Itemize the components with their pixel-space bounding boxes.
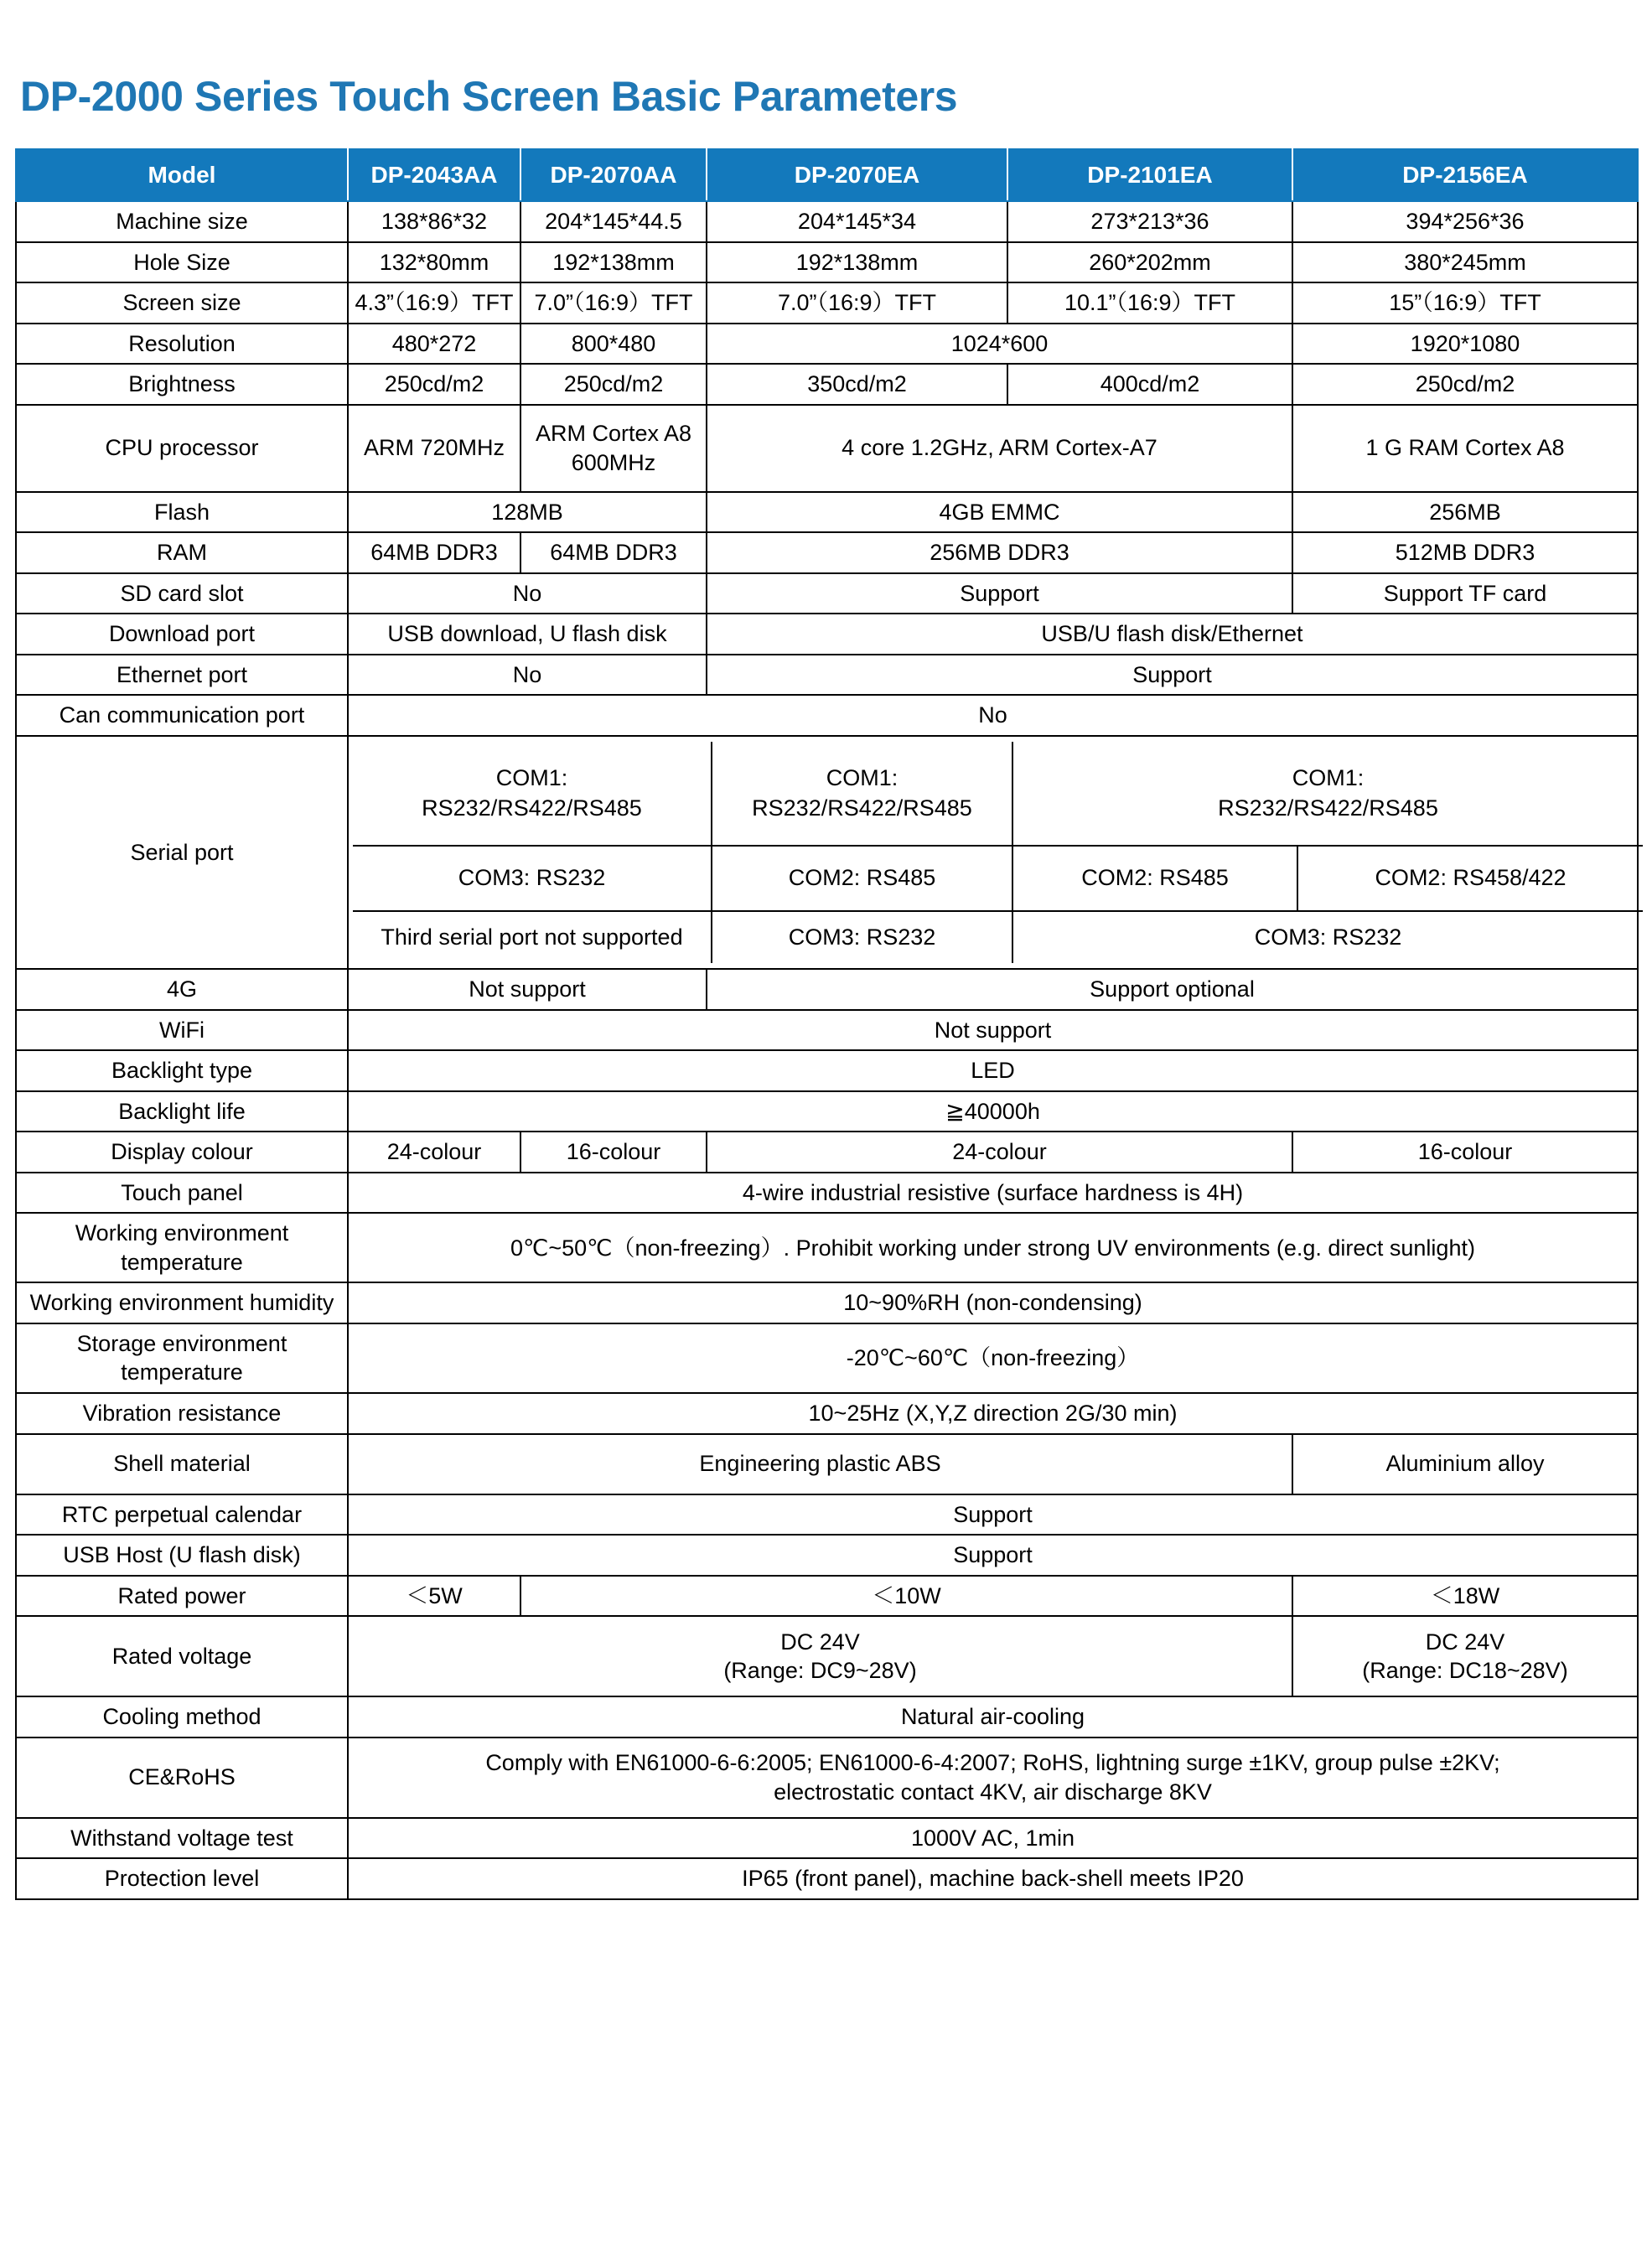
cell-rated-power-c5: ＜18W [1292, 1576, 1638, 1617]
cell-machine-size-c2: 204*145*44.5 [520, 201, 707, 242]
cell-resolution-c1: 480*272 [348, 324, 520, 365]
cell-rated-voltage-c1234 [348, 1616, 1292, 1696]
cell-cpu-processor-c5: 1 G RAM Cortex A8 [1292, 405, 1638, 492]
serial-com1-c12-line2: RS232/RS422/RS485 [422, 795, 642, 821]
serial-com1-c3-line2: RS232/RS422/RS485 [752, 795, 972, 821]
cell-flash-c5: 256MB [1292, 492, 1638, 533]
row-label-serial-port: Serial port [16, 736, 348, 969]
cell-4g-c12: Not support [348, 969, 707, 1010]
cell-ram-c1: 64MB DDR3 [348, 532, 520, 573]
cell-brightness-c2: 250cd/m2 [520, 364, 707, 405]
row-label-backlight-type: Backlight type [16, 1050, 348, 1091]
cell-shell-material-c1234: Engineering plastic ABS [348, 1434, 1292, 1494]
cell-cpu-processor-c2: ARM Cortex A8 600MHz [520, 405, 707, 492]
cell-storage-environment-temperature-all: -20℃~60℃（non-freezing） [348, 1323, 1638, 1393]
row-label-working-environment-humidity: Working environment humidity [16, 1282, 348, 1323]
cell-rated-voltage-c5 [1292, 1616, 1638, 1696]
cell-vibration-resistance-all: 10~25Hz (X,Y,Z direction 2G/30 min) [348, 1393, 1638, 1434]
cell-download-port-c345: USB/U flash disk/Ethernet [707, 614, 1638, 655]
rated-voltage-c5-line1: DC 24V [1425, 1629, 1505, 1655]
cell-resolution-c2: 800*480 [520, 324, 707, 365]
cell-sd-card-slot-c12: No [348, 573, 707, 614]
cell-resolution-c34: 1024*600 [707, 324, 1292, 365]
table-row-working-environment-humidity [16, 1282, 1638, 1323]
serial-com1-c45-line1: COM1: [1292, 764, 1365, 790]
cell-display-colour-c2: 16-colour [520, 1132, 707, 1173]
row-label-screen-size: Screen size [16, 282, 348, 324]
cell-ram-c34: 256MB DDR3 [707, 532, 1292, 573]
cell-protection-level-all: IP65 (front panel), machine back-shell meets IP20 [348, 1858, 1638, 1899]
cell-shell-material-c5: Aluminium alloy [1292, 1434, 1638, 1494]
row-label-hole-size: Hole Size [16, 242, 348, 283]
serial-port-subtable [353, 742, 1643, 963]
row-label-shell-material: Shell material [16, 1434, 348, 1494]
cell-ethernet-port-c345: Support [707, 655, 1638, 696]
table-row-can-communication-port [16, 695, 1638, 736]
row-label-brightness: Brightness [16, 364, 348, 405]
cell-brightness-c4: 400cd/m2 [1007, 364, 1292, 405]
row-label-backlight-life: Backlight life [16, 1091, 348, 1132]
cell-serial-com2-c3: COM2: RS485 [712, 846, 1012, 911]
cell-screen-size-c3: 7.0”（16:9）TFT [707, 282, 1007, 324]
cell-can-communication-port-all: No [348, 695, 1638, 736]
row-label-working-environment-temperature: Working environment temperature [16, 1213, 348, 1282]
column-header-dp-2156ea: DP-2156EA [1292, 149, 1638, 201]
table-row-touch-panel [16, 1173, 1638, 1214]
column-header-dp-2070aa: DP-2070AA [520, 149, 707, 201]
cell-serial-com3-c12: Third serial port not supported [353, 911, 712, 963]
row-label-cpu-processor: CPU processor [16, 405, 348, 492]
page-title: DP-2000 Series Touch Screen Basic Parameters [20, 73, 958, 120]
cell-display-colour-c1: 24-colour [348, 1132, 520, 1173]
ce-rohs-line1: Comply with EN61000-6-6:2005; EN61000-6-4:2007; RoHS, lightning surge ±1KV, group pulse ±2KV; [485, 1750, 1500, 1776]
cell-serial-com3-c45: COM3: RS232 [1012, 911, 1643, 963]
cell-backlight-type-all: LED [348, 1050, 1638, 1091]
table-row-brightness [16, 364, 1638, 405]
row-label-touch-panel: Touch panel [16, 1173, 348, 1214]
table-row-cpu-processor [16, 405, 1638, 492]
cell-cpu-processor-c1: ARM 720MHz [348, 405, 520, 492]
table-row-ethernet-port [16, 655, 1638, 696]
row-label-can-communication-port: Can communication port [16, 695, 348, 736]
cell-serial-com1-c45 [1012, 742, 1643, 846]
table-row-protection-level [16, 1858, 1638, 1899]
cell-usb-host-all: Support [348, 1535, 1638, 1576]
cell-hole-size-c5: 380*245mm [1292, 242, 1638, 283]
rated-voltage-c1234-line2: (Range: DC9~28V) [723, 1658, 917, 1684]
row-label-rated-voltage: Rated voltage [16, 1616, 348, 1696]
cell-serial-com1-c3 [712, 742, 1012, 846]
cell-screen-size-c1: 4.3”（16:9）TFT [348, 282, 520, 324]
cell-screen-size-c4: 10.1”（16:9）TFT [1007, 282, 1292, 324]
table-row-wifi [16, 1010, 1638, 1051]
row-label-usb-host: USB Host (U flash disk) [16, 1535, 348, 1576]
ce-rohs-line2: electrostatic contact 4KV, air discharge 8KV [774, 1779, 1212, 1805]
serial-port-subrow-com1 [353, 742, 1643, 846]
table-row-machine-size [16, 201, 1638, 242]
column-header-model: Model [16, 149, 348, 201]
table-row-4g [16, 969, 1638, 1010]
table-row-backlight-type [16, 1050, 1638, 1091]
table-row-withstand-voltage-test [16, 1818, 1638, 1859]
table-row-flash [16, 492, 1638, 533]
table-row-ce-rohs [16, 1738, 1638, 1818]
row-label-ethernet-port: Ethernet port [16, 655, 348, 696]
serial-com1-c45-line2: RS232/RS422/RS485 [1218, 795, 1438, 821]
table-row-sd-card-slot [16, 573, 1638, 614]
table-row-vibration-resistance [16, 1393, 1638, 1434]
cell-withstand-voltage-test-all: 1000V AC, 1min [348, 1818, 1638, 1859]
cell-download-port-c12: USB download, U flash disk [348, 614, 707, 655]
cell-working-environment-humidity-all: 10~90%RH (non-condensing) [348, 1282, 1638, 1323]
rated-voltage-c5-line2: (Range: DC18~28V) [1362, 1658, 1568, 1684]
row-label-storage-environment-temperature: Storage environment temperature [16, 1323, 348, 1393]
cell-machine-size-c4: 273*213*36 [1007, 201, 1292, 242]
row-label-flash: Flash [16, 492, 348, 533]
table-row-resolution [16, 324, 1638, 365]
row-label-rated-power: Rated power [16, 1576, 348, 1617]
table-row-usb-host [16, 1535, 1638, 1576]
cell-display-colour-c34: 24-colour [707, 1132, 1292, 1173]
table-row-download-port [16, 614, 1638, 655]
table-row-cooling-method [16, 1696, 1638, 1738]
table-row-shell-material [16, 1434, 1638, 1494]
table-row-rtc-perpetual-calendar [16, 1494, 1638, 1536]
cell-machine-size-c5: 394*256*36 [1292, 201, 1638, 242]
cell-brightness-c3: 350cd/m2 [707, 364, 1007, 405]
table-row-serial-port [16, 736, 1638, 969]
table-row-display-colour [16, 1132, 1638, 1173]
table-row-storage-environment-temperature [16, 1323, 1638, 1393]
row-label-display-colour: Display colour [16, 1132, 348, 1173]
cell-ce-rohs-all [348, 1738, 1638, 1818]
serial-port-subrow-com3 [353, 911, 1643, 963]
serial-com1-c3-line1: COM1: [826, 764, 899, 790]
table-row-rated-voltage [16, 1616, 1638, 1696]
cell-serial-com1-c12 [353, 742, 712, 846]
cell-sd-card-slot-c34: Support [707, 573, 1292, 614]
table-row-backlight-life [16, 1091, 1638, 1132]
cell-flash-c34: 4GB EMMC [707, 492, 1292, 533]
cell-ethernet-port-c12: No [348, 655, 707, 696]
cell-sd-card-slot-c5: Support TF card [1292, 573, 1638, 614]
cell-cooling-method-all: Natural air-cooling [348, 1696, 1638, 1738]
cell-hole-size-c2: 192*138mm [520, 242, 707, 283]
row-label-wifi: WiFi [16, 1010, 348, 1051]
cell-4g-c345: Support optional [707, 969, 1638, 1010]
cell-brightness-c1: 250cd/m2 [348, 364, 520, 405]
cell-brightness-c5: 250cd/m2 [1292, 364, 1638, 405]
cell-hole-size-c1: 132*80mm [348, 242, 520, 283]
row-label-4g: 4G [16, 969, 348, 1010]
table-row-working-environment-temperature [16, 1213, 1638, 1282]
row-label-resolution: Resolution [16, 324, 348, 365]
cell-touch-panel-all: 4-wire industrial resistive (surface hardness is 4H) [348, 1173, 1638, 1214]
cell-working-environment-temperature-all: 0℃~50℃（non-freezing）. Prohibit working under strong UV environments (e.g. direct sunlight) [348, 1213, 1638, 1282]
cell-rated-power-c234: ＜10W [520, 1576, 1292, 1617]
column-header-dp-2070ea: DP-2070EA [707, 149, 1007, 201]
serial-port-subrow-com2 [353, 846, 1643, 911]
cell-hole-size-c3: 192*138mm [707, 242, 1007, 283]
row-label-rtc-perpetual-calendar: RTC perpetual calendar [16, 1494, 348, 1536]
cell-backlight-life-all: ≧40000h [348, 1091, 1638, 1132]
column-header-dp-2043aa: DP-2043AA [348, 149, 520, 201]
cell-display-colour-c5: 16-colour [1292, 1132, 1638, 1173]
table-row-ram [16, 532, 1638, 573]
cell-resolution-c5: 1920*1080 [1292, 324, 1638, 365]
cell-hole-size-c4: 260*202mm [1007, 242, 1292, 283]
cell-ram-c5: 512MB DDR3 [1292, 532, 1638, 573]
table-header-row [16, 149, 1638, 201]
cell-rated-power-c1: ＜5W [348, 1576, 520, 1617]
specifications-table [15, 148, 1639, 1900]
rated-voltage-c1234-line1: DC 24V [780, 1629, 860, 1655]
column-header-dp-2101ea: DP-2101EA [1007, 149, 1292, 201]
cell-rtc-perpetual-calendar-all: Support [348, 1494, 1638, 1536]
cell-serial-com2-c4: COM2: RS485 [1012, 846, 1297, 911]
table-row-rated-power [16, 1576, 1638, 1617]
cell-wifi-all: Not support [348, 1010, 1638, 1051]
cell-machine-size-c3: 204*145*34 [707, 201, 1007, 242]
cell-serial-com2-c12: COM3: RS232 [353, 846, 712, 911]
row-label-sd-card-slot: SD card slot [16, 573, 348, 614]
row-label-ce-rohs: CE&RoHS [16, 1738, 348, 1818]
cell-serial-com2-c5: COM2: RS458/422 [1297, 846, 1643, 911]
row-label-withstand-voltage-test: Withstand voltage test [16, 1818, 348, 1859]
row-label-vibration-resistance: Vibration resistance [16, 1393, 348, 1434]
serial-com1-c12-line1: COM1: [495, 764, 568, 790]
cell-flash-c12: 128MB [348, 492, 707, 533]
cell-machine-size-c1: 138*86*32 [348, 201, 520, 242]
row-label-protection-level: Protection level [16, 1858, 348, 1899]
table-row-screen-size [16, 282, 1638, 324]
row-label-ram: RAM [16, 532, 348, 573]
cell-serial-com3-c3: COM3: RS232 [712, 911, 1012, 963]
cell-screen-size-c5: 15”（16:9）TFT [1292, 282, 1638, 324]
cell-screen-size-c2: 7.0”（16:9）TFT [520, 282, 707, 324]
row-label-cooling-method: Cooling method [16, 1696, 348, 1738]
serial-port-subtable-container [348, 736, 1638, 969]
cell-ram-c2: 64MB DDR3 [520, 532, 707, 573]
cell-cpu-processor-c34: 4 core 1.2GHz, ARM Cortex-A7 [707, 405, 1292, 492]
table-row-hole-size [16, 242, 1638, 283]
row-label-machine-size: Machine size [16, 201, 348, 242]
row-label-download-port: Download port [16, 614, 348, 655]
